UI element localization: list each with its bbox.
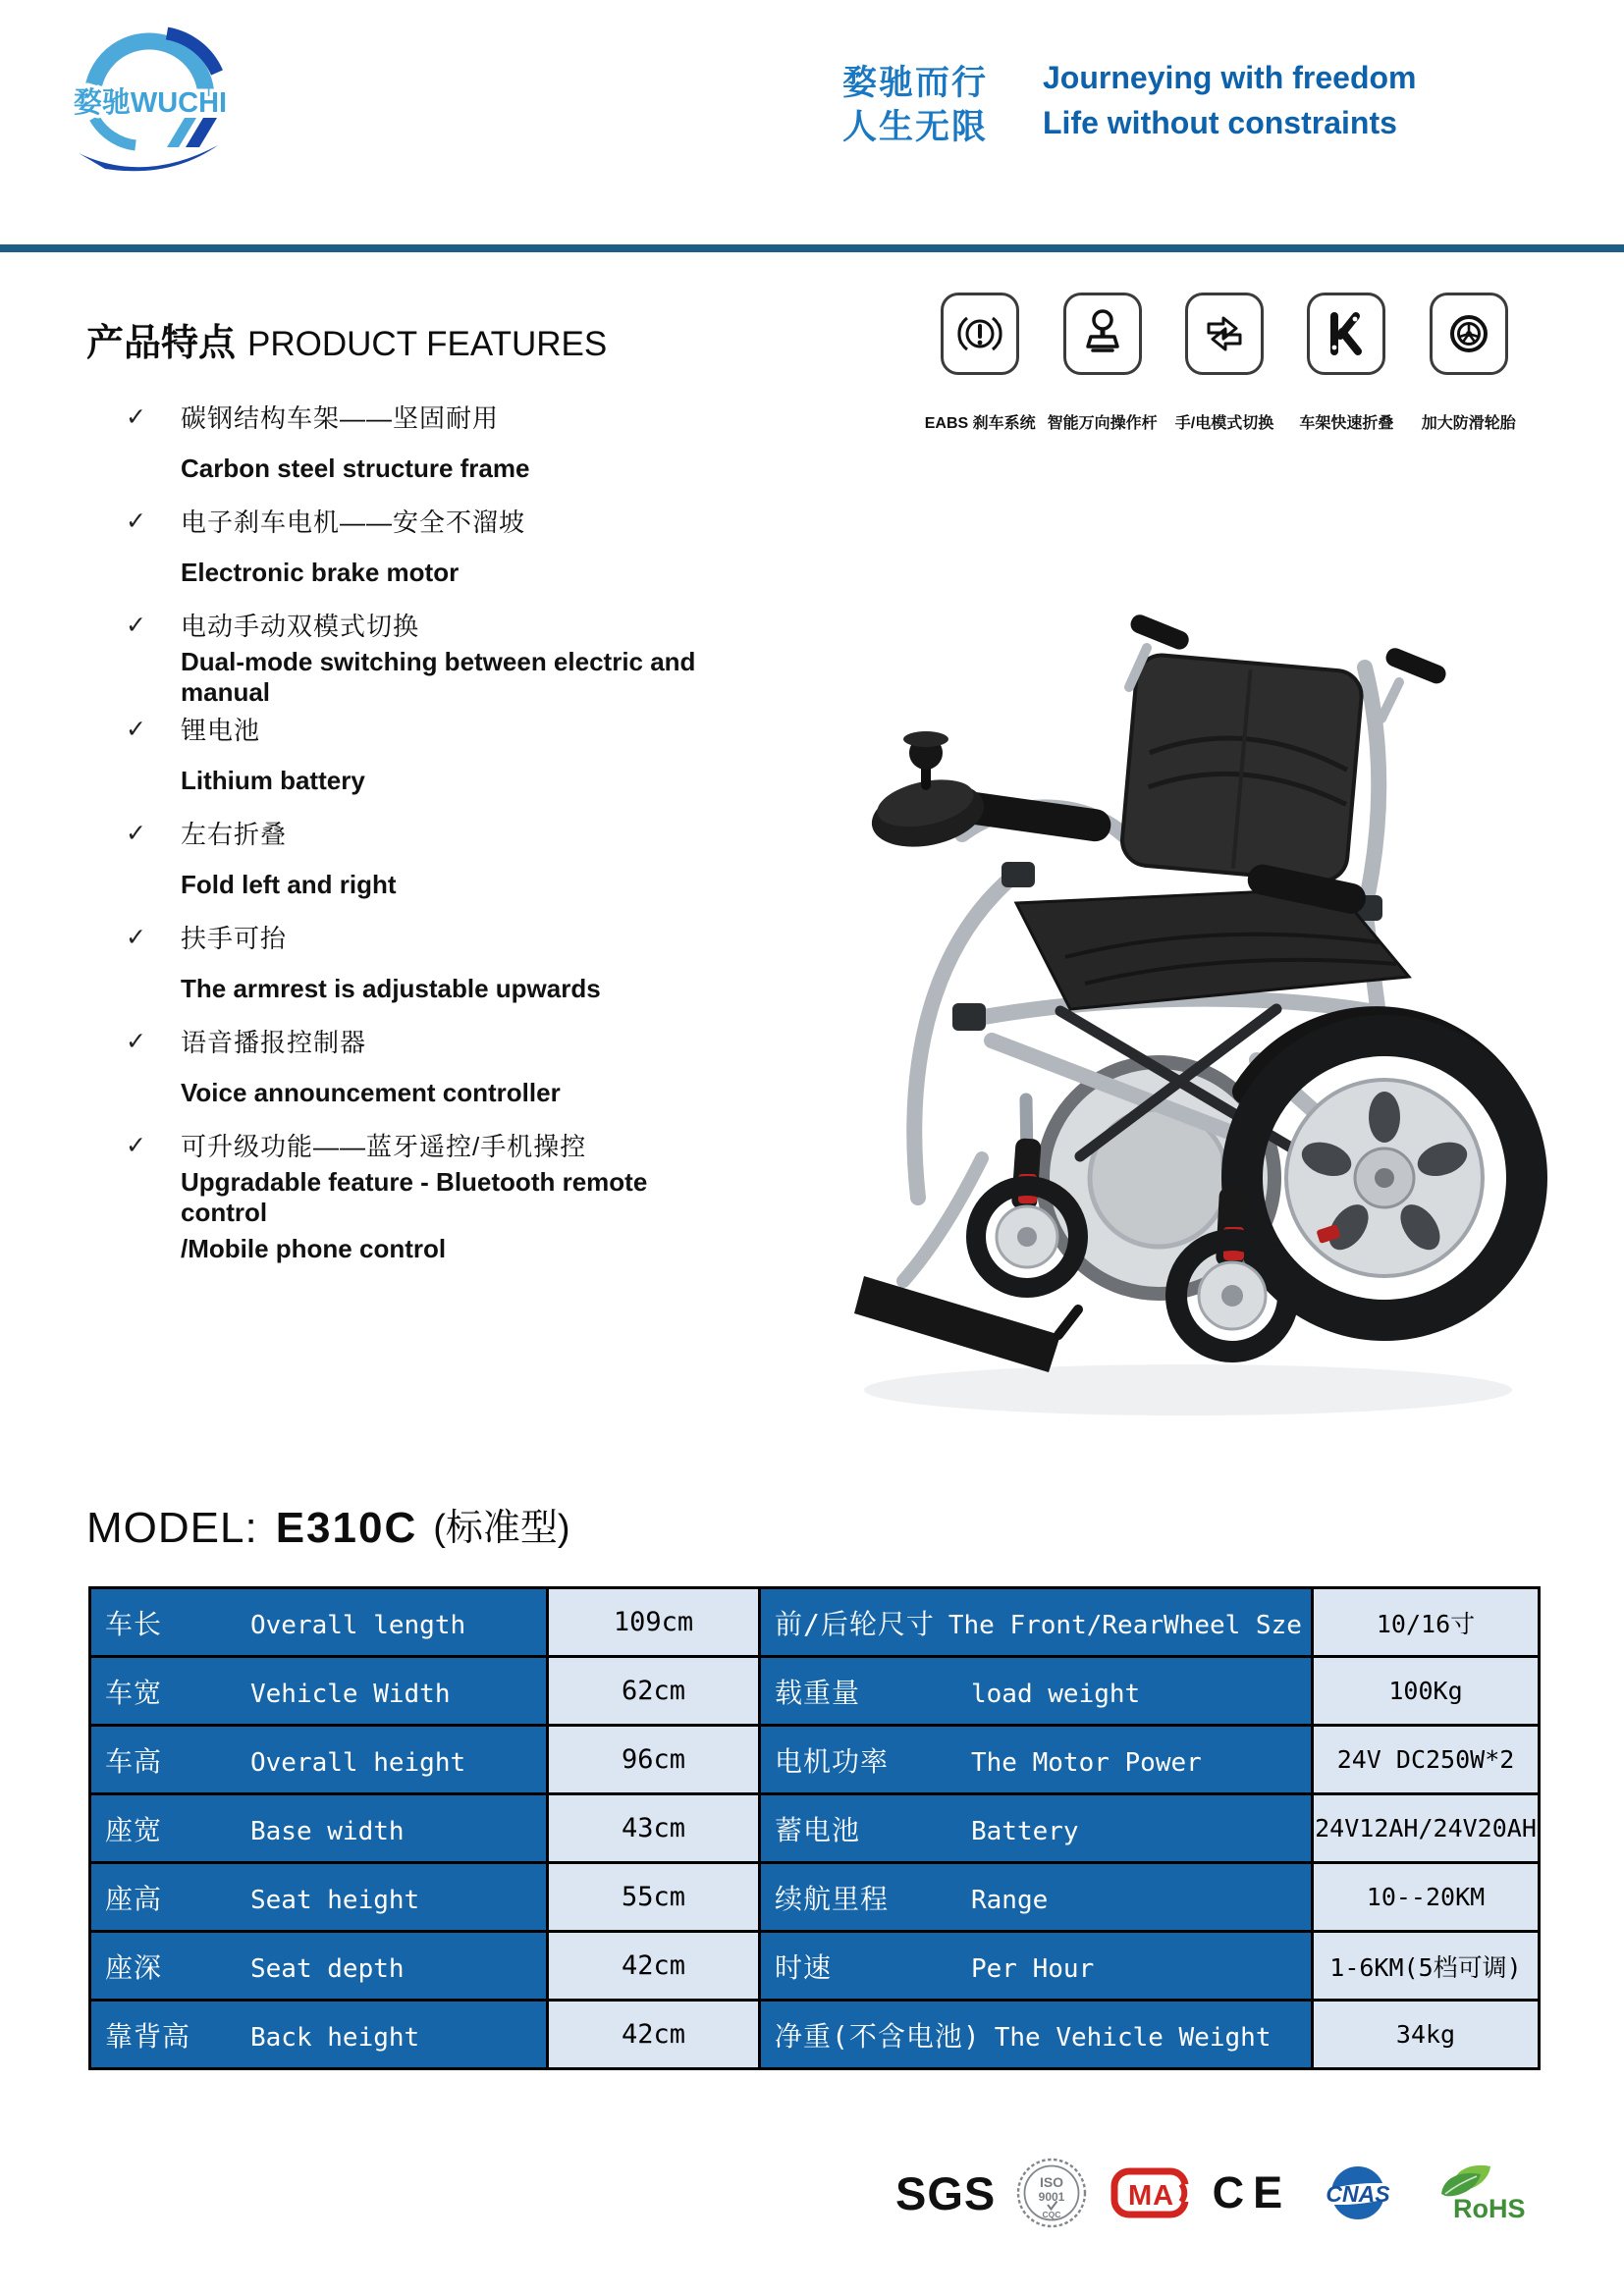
spec-label-cell: 续航里程 Range (760, 1863, 1313, 1932)
mode-switch-arrows-icon (1185, 293, 1264, 375)
check-icon: ✓ (126, 923, 146, 951)
tagline-english (1043, 55, 1416, 145)
wheel-icon (1430, 293, 1508, 375)
feature-icon-label: 加大防滑轮胎 (1421, 415, 1516, 432)
spec-value-cell: 62cm (548, 1657, 760, 1726)
spec-value-cell: 55cm (548, 1863, 760, 1932)
spec-value-cell: 24V12AH/24V20AH (1313, 1794, 1540, 1863)
spec-label-cell: 净重(不含电池) The Vehicle Weight (760, 2001, 1313, 2069)
check-icon: ✓ (126, 1131, 146, 1159)
feature-item-en: Upgradable feature - Bluetooth remote control (181, 1166, 648, 1227)
tagline-en-line1: Journeying with freedom (1043, 60, 1417, 95)
check-icon: ✓ (126, 1027, 146, 1055)
spec-table (88, 1586, 1541, 2070)
svg-text:MA: MA (1128, 2180, 1175, 2212)
feature-item-en: Fold left and right (181, 870, 397, 899)
feature-item-en: Voice announcement controller (181, 1078, 561, 1107)
spec-label-cell: 前/后轮尺寸 The Front/RearWheel Sze (760, 1588, 1313, 1657)
check-icon: ✓ (126, 715, 146, 743)
iso9001-seal-icon (1015, 2157, 1088, 2229)
check-icon: ✓ (126, 402, 146, 431)
spec-row (90, 1794, 1540, 1863)
feature-icon-row (919, 293, 1530, 433)
feature-item: ✓ 碳钢结构车架——坚固耐用 (126, 402, 500, 433)
section-title-en: PRODUCT FEATURES (247, 325, 608, 363)
spec-label-cell: 车宽 Vehicle Width (90, 1657, 548, 1726)
svg-text:9001: 9001 (1038, 2190, 1065, 2204)
feature-icon-col-tire (1408, 293, 1530, 433)
spec-value-cell: 42cm (548, 2001, 760, 2069)
feature-item-en2: /Mobile phone control (181, 1234, 447, 1263)
cnas-logo-icon (1311, 2164, 1405, 2221)
spec-row (90, 2001, 1540, 2069)
spec-label-cell: 载重量 load weight (760, 1657, 1313, 1726)
spec-value-cell: 96cm (548, 1726, 760, 1794)
header-divider (0, 244, 1624, 252)
spec-value-cell: 10--20KM (1313, 1863, 1540, 1932)
spec-row (90, 1588, 1540, 1657)
feature-icon-label: 手/电模式切换 (1174, 415, 1274, 432)
certification-row (895, 2148, 1534, 2238)
spec-table-wrap (88, 1586, 1541, 2070)
check-icon: ✓ (126, 507, 146, 535)
rohs-logo-icon (1424, 2161, 1534, 2225)
spec-row (90, 1863, 1540, 1932)
spec-label-cell: 座深 Seat depth (90, 1932, 548, 2001)
feature-item-en: Dual-mode switching between electric and manual (181, 646, 696, 707)
spec-row (90, 1932, 1540, 2001)
spec-value-cell: 100Kg (1313, 1657, 1540, 1726)
tagline-chinese (842, 61, 988, 149)
model-variant: (标准型) (433, 1508, 570, 1549)
spec-label-cell: 时速 Per Hour (760, 1932, 1313, 2001)
spec-label-cell: 电机功率 The Motor Power (760, 1726, 1313, 1794)
feature-item: ✓ 电动手动双模式切换 (126, 611, 420, 641)
sgs-logo: SGS (895, 2166, 997, 2219)
feature-item: ✓ 电子刹车电机——安全不溜坡 (126, 507, 526, 537)
spec-label-cell: 靠背高 Back height (90, 2001, 548, 2069)
spec-value-cell: 42cm (548, 1932, 760, 2001)
svg-text:CNAS: CNAS (1325, 2181, 1390, 2207)
feature-icon-label: 车架快速折叠 (1299, 415, 1394, 432)
spec-row (90, 1657, 1540, 1726)
joystick-icon (1063, 293, 1142, 375)
spec-label-cell: 座宽 Base width (90, 1794, 548, 1863)
svg-text:ISO: ISO (1039, 2174, 1063, 2190)
check-icon: ✓ (126, 819, 146, 847)
feature-item-en: Lithium battery (181, 766, 365, 795)
feature-item: ✓ 左右折叠 (126, 819, 288, 849)
section-title-zh: 产品特点 (86, 323, 237, 364)
feature-item: ✓ 锂电池 (126, 715, 261, 745)
spec-label-cell: 车高 Overall height (90, 1726, 548, 1794)
spec-value-cell: 34kg (1313, 2001, 1540, 2069)
wuchi-logo (51, 24, 267, 173)
feature-item: ✓ 语音播报控制器 (126, 1027, 367, 1057)
spec-label-cell: 车长 Overall length (90, 1588, 548, 1657)
spec-value-cell: 43cm (548, 1794, 760, 1863)
tagline-en-line2: Life without constraints (1043, 105, 1397, 140)
check-icon: ✓ (126, 611, 146, 639)
feature-item: ✓ 可升级功能——蓝牙遥控/手机操控 (126, 1131, 587, 1161)
feature-icon-col-eabs (919, 293, 1041, 433)
tagline-zh-line1: 婺驰而行 (842, 64, 989, 102)
spec-value-cell: 10/16寸 (1313, 1588, 1540, 1657)
spec-value-cell: 109cm (548, 1588, 760, 1657)
feature-list (126, 391, 734, 1275)
spec-row (90, 1726, 1540, 1794)
feature-icon-label: EABS 刹车系统 (924, 415, 1036, 432)
logo-text: 婺驰WUCHI (73, 87, 228, 119)
feature-item-en: Electronic brake motor (181, 558, 460, 587)
feature-item-en: Carbon steel structure frame (181, 454, 530, 483)
folding-frame-icon (1307, 293, 1385, 375)
feature-icon-col-joystick (1041, 293, 1163, 433)
cma-logo-icon (1107, 2163, 1193, 2222)
feature-icon-col-folding (1285, 293, 1407, 433)
feature-item-en: The armrest is adjustable upwards (181, 974, 601, 1003)
wheelchair-image (835, 550, 1581, 1433)
brake-warning-icon (941, 293, 1019, 375)
spec-value-cell: 1-6KM(5档可调) (1313, 1932, 1540, 2001)
section-title (86, 312, 607, 366)
svg-text:CQC: CQC (1042, 2210, 1061, 2219)
feature-item: ✓ 扶手可抬 (126, 923, 288, 953)
spec-label-cell: 座高 Seat height (90, 1863, 548, 1932)
ce-mark: CE (1212, 2167, 1292, 2217)
model-line (86, 1499, 570, 1553)
model-code: E310C (275, 1504, 418, 1552)
spec-label-cell: 蓄电池 Battery (760, 1794, 1313, 1863)
feature-icon-label: 智能万向操作杆 (1047, 415, 1158, 432)
svg-text:RoHS: RoHS (1452, 2194, 1526, 2223)
model-label: MODEL: (86, 1504, 258, 1552)
spec-value-cell: 24V DC250W*2 (1313, 1726, 1540, 1794)
feature-icon-col-mode-switch (1164, 293, 1285, 433)
tagline-zh-line2: 人生无限 (842, 108, 989, 146)
